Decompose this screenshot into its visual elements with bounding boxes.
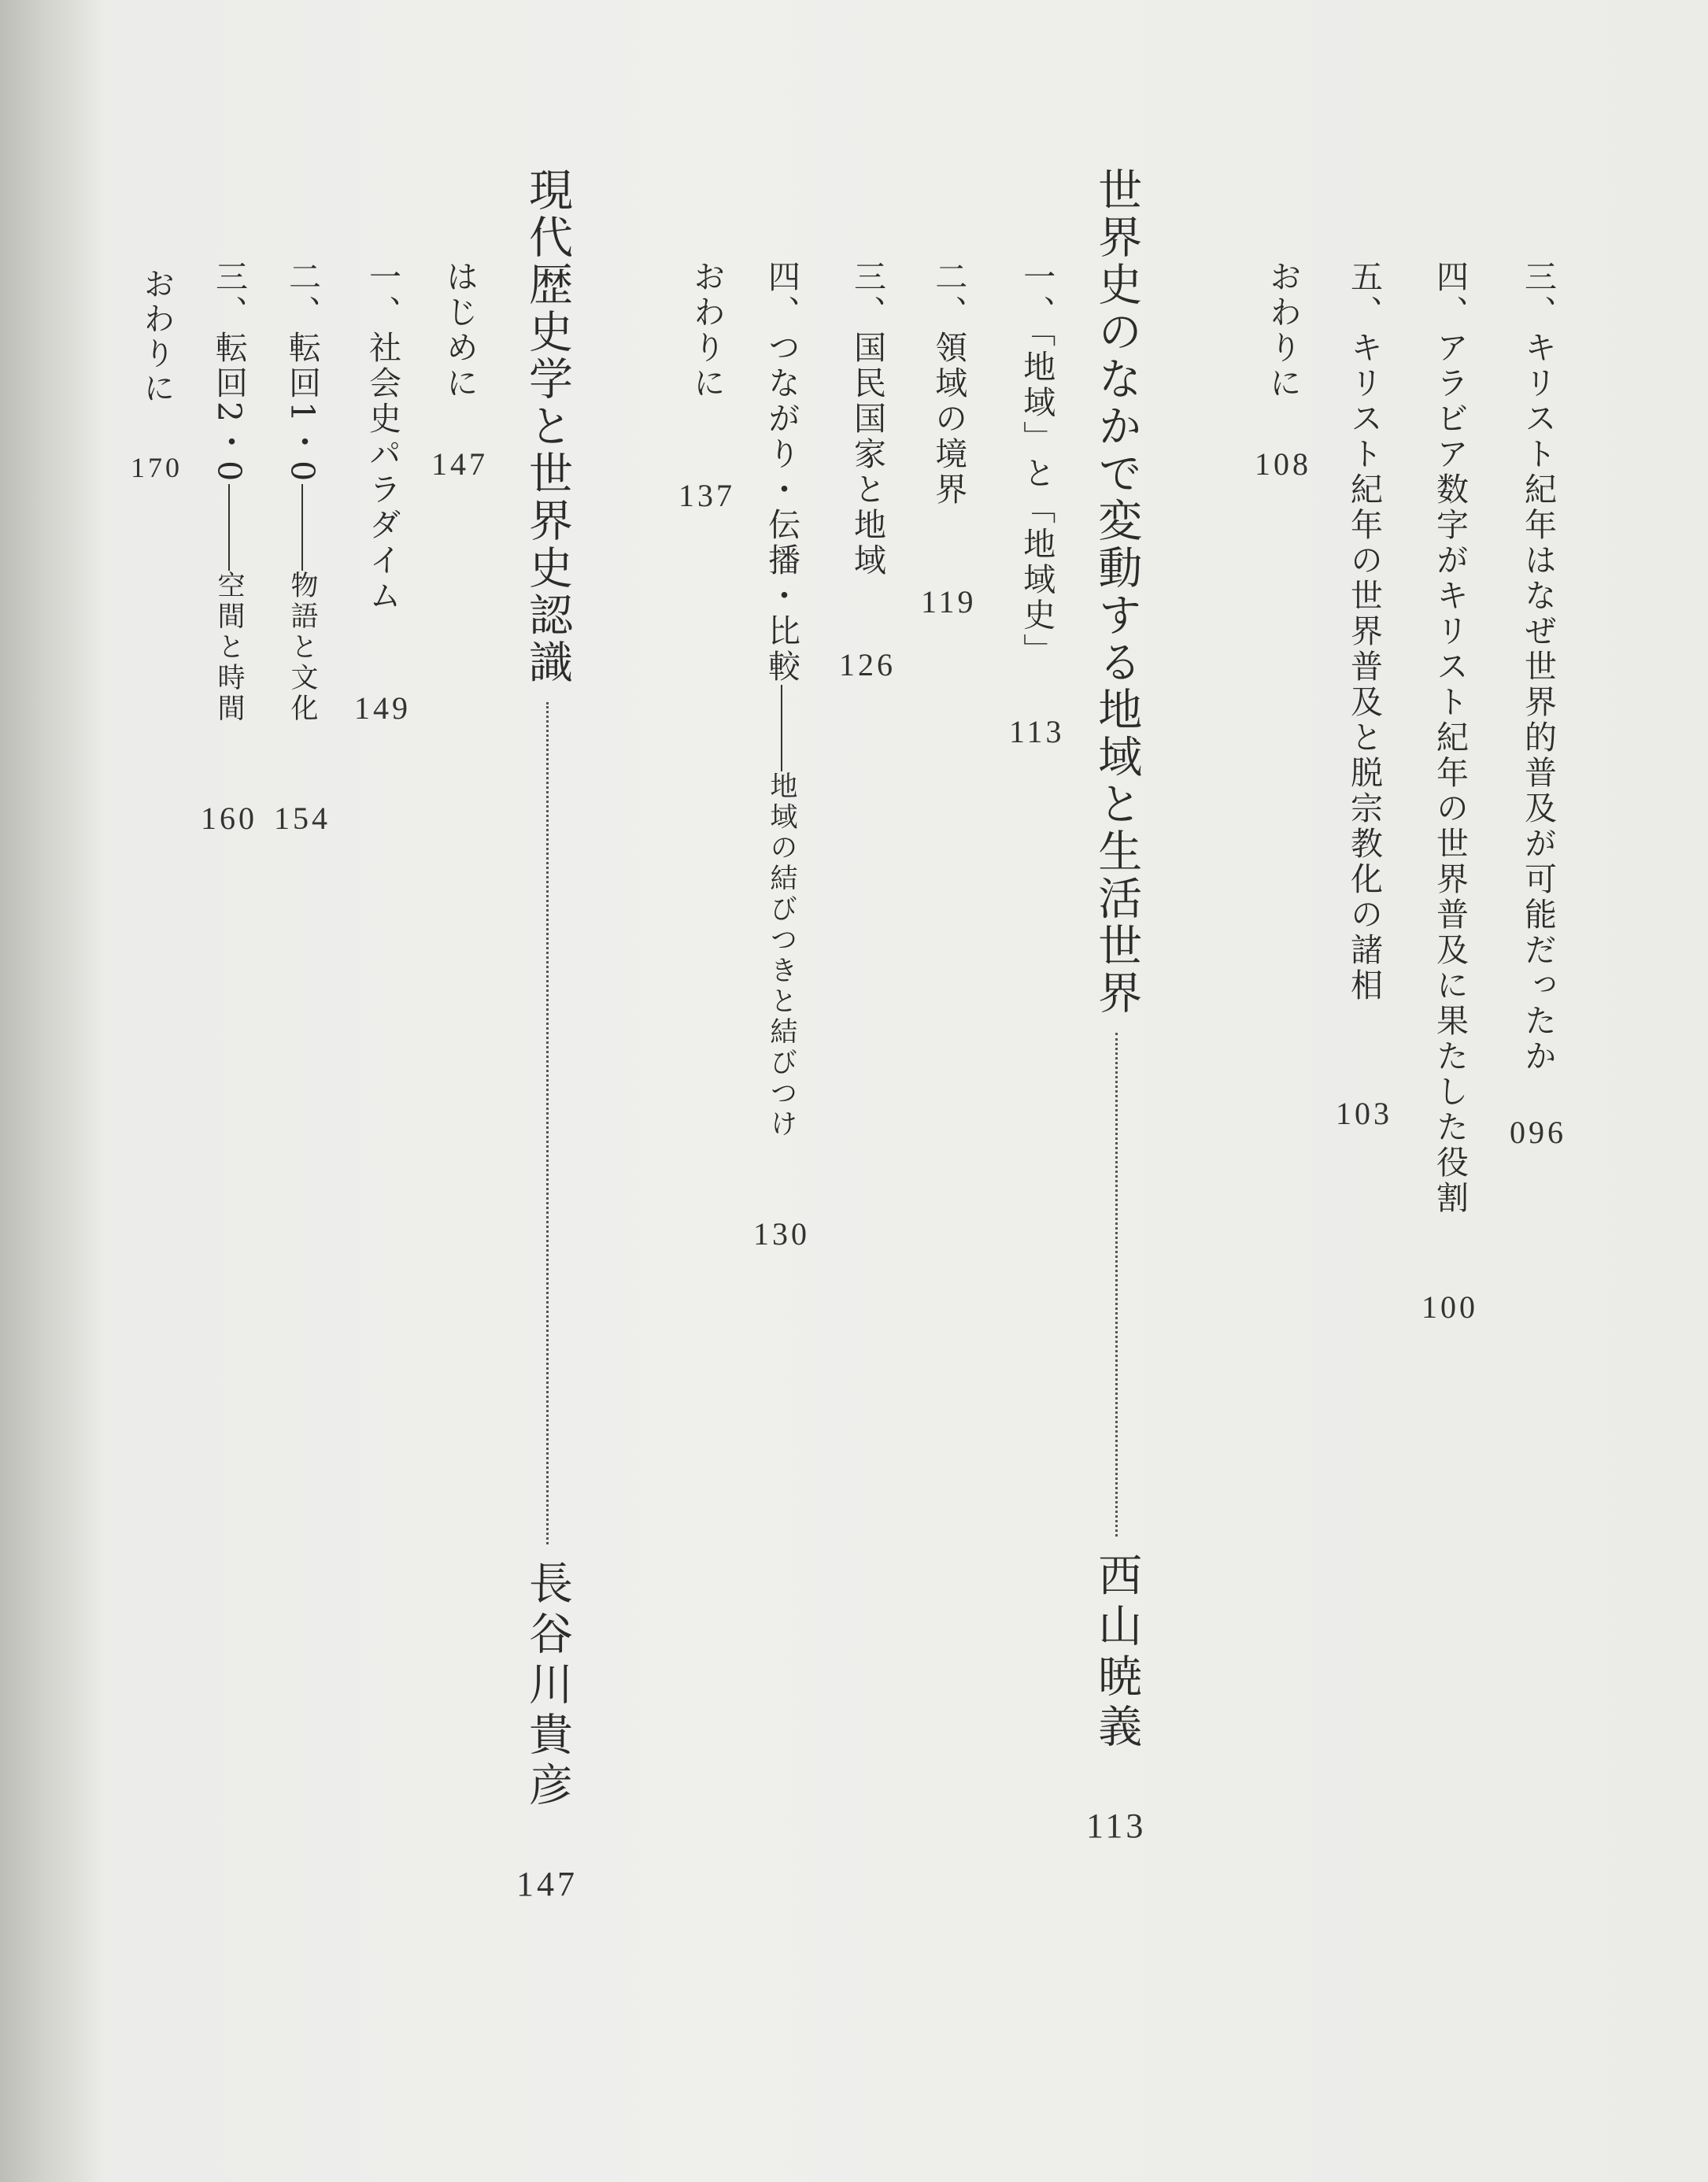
toc-entry bbox=[1510, 260, 1566, 1148]
toc-page-number: 113 bbox=[1086, 1807, 1147, 1845]
toc-entry bbox=[354, 260, 411, 724]
leader-dots bbox=[546, 702, 549, 1544]
toc-entry bbox=[839, 260, 896, 681]
chapter-title: 世界史のなかで変動する地域と生活世界 bbox=[1091, 167, 1143, 1017]
toc-entry-text: おわりに bbox=[1264, 260, 1302, 401]
em-dash-rule bbox=[301, 484, 303, 571]
toc-page-number: 137 bbox=[678, 478, 735, 513]
toc-entry-text: はじめに bbox=[441, 260, 479, 401]
toc-page-number: 126 bbox=[839, 647, 896, 682]
toc-entry-text: 三、キリスト紀年はなぜ世界的普及が可能だったか bbox=[1519, 260, 1557, 1074]
toc-entry-text: 三、転回2・0 bbox=[210, 260, 248, 485]
toc-entry bbox=[921, 260, 977, 618]
toc-entry-subtitle: 物語と文化 bbox=[287, 571, 318, 725]
toc-entry-text: おわりに bbox=[688, 260, 726, 401]
toc-entry bbox=[274, 260, 331, 837]
toc-page-number: 100 bbox=[1421, 1289, 1478, 1325]
toc-entry-text: 一、「地域」と「地域史」 bbox=[1018, 260, 1056, 669]
toc-entry bbox=[1421, 260, 1478, 1323]
toc-page-number: 170 bbox=[131, 452, 183, 483]
toc-entry-text: 五、キリスト紀年の世界普及と脱宗教化の諸相 bbox=[1345, 260, 1383, 1004]
toc-page-number: 160 bbox=[201, 801, 257, 837]
toc-entry-text: 四、つながり・伝播・比較 bbox=[763, 260, 800, 685]
chapter-title: 現代歴史学と世界史認識 bbox=[522, 167, 573, 686]
toc-page-number: 149 bbox=[354, 690, 411, 726]
chapter-author: 西山暁義 bbox=[1091, 1552, 1143, 1754]
toc-page-number: 147 bbox=[431, 446, 488, 482]
toc-entry bbox=[753, 260, 810, 1250]
chapter-heading bbox=[516, 167, 578, 1902]
toc-entry bbox=[1336, 260, 1392, 1130]
leader-dots bbox=[1115, 1033, 1118, 1537]
chapter-heading bbox=[1086, 167, 1146, 1844]
toc-page-number: 147 bbox=[516, 1865, 578, 1903]
toc-entry-text: 二、領域の境界 bbox=[930, 260, 968, 508]
toc-entry bbox=[431, 260, 488, 480]
toc-entry-text: 二、転回1・0 bbox=[283, 260, 321, 485]
em-dash-rule bbox=[228, 484, 230, 571]
toc-page-number: 130 bbox=[753, 1216, 810, 1252]
toc-entry-text: 一、社会史パラダイム bbox=[364, 260, 401, 614]
toc-page-number: 119 bbox=[921, 584, 977, 619]
toc-page-number: 108 bbox=[1255, 446, 1311, 482]
chapter-author: 長谷川貴彦 bbox=[522, 1560, 573, 1812]
toc-page-number: 096 bbox=[1510, 1115, 1566, 1150]
toc-entry bbox=[131, 268, 183, 482]
toc-entry-text: 三、国民国家と地域 bbox=[848, 260, 886, 579]
toc-entry bbox=[201, 260, 257, 837]
toc-entry-subtitle: 空間と時間 bbox=[213, 571, 245, 725]
toc-entry-subtitle: 地域の結びつきと結びつけ bbox=[766, 771, 797, 1140]
toc-page-number: 113 bbox=[1009, 713, 1065, 749]
toc-entry-text: 四、アラビア数字がキリスト紀年の世界普及に果たした役割 bbox=[1431, 260, 1469, 1216]
toc-page-number: 154 bbox=[274, 801, 331, 837]
toc-entry bbox=[678, 260, 735, 512]
toc-entry bbox=[1009, 260, 1065, 748]
em-dash-rule bbox=[781, 685, 782, 771]
toc-entry-text: おわりに bbox=[139, 268, 175, 406]
toc-page-number: 103 bbox=[1336, 1096, 1392, 1131]
toc-entry bbox=[1255, 260, 1311, 480]
